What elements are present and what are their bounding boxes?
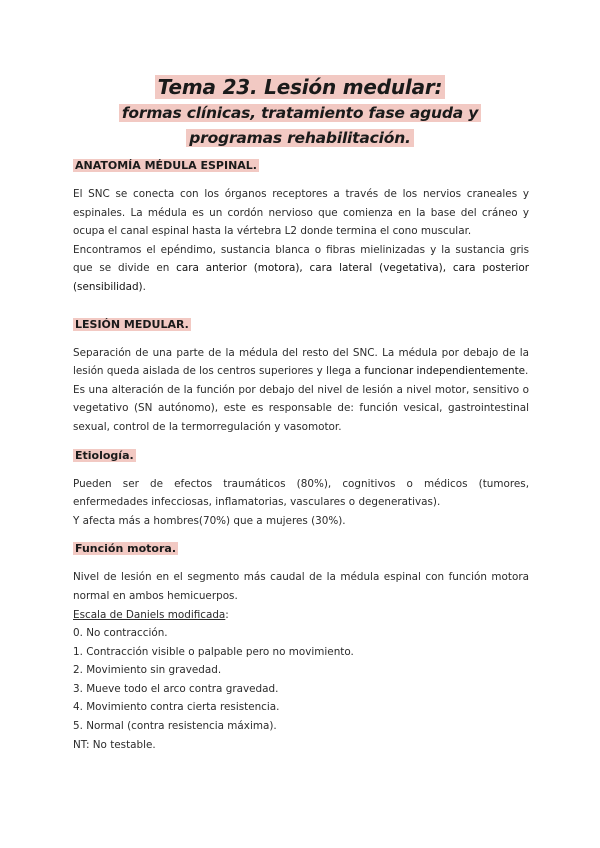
- daniels-scale-list: [73, 624, 529, 754]
- daniels-scale-title: Escala de Daniels modificada:: [73, 608, 229, 621]
- document-body: [73, 156, 529, 754]
- page-subtitle-line-1: formas clínicas, tratamiento fase aguda y: [119, 104, 481, 122]
- page-title: Tema 23. Lesión medular:: [155, 75, 446, 99]
- list-item: 5. Normal (contra resistencia máxima).: [73, 720, 277, 733]
- anatomia-emphasis: cara anterior (motora), cara lateral (vegetativa), cara posterior (sensibilidad): [73, 262, 529, 293]
- list-item: 0. No contracción.: [73, 627, 168, 640]
- list-item: 1. Contracción visible o palpable pero no movimiento.: [73, 645, 354, 658]
- section-heading-anatomia: ANATOMÍA MÉDULA ESPINAL.: [75, 159, 257, 172]
- section-heading-funcion-motora: Función motora.: [75, 542, 176, 556]
- section-heading-etiologia: Etiología.: [75, 448, 134, 462]
- list-item: NT: No testable.: [73, 738, 156, 751]
- list-item: 3. Mueve todo el arco contra gravedad.: [73, 682, 279, 695]
- lesion-paragraph-2: Es una alteración de la función por debajo del nivel de lesión a nivel motor, sensitivo o vegetativo (SN autónomo), este es responsable de: función vesical, gastrointestinal sexual, control de la termorregulación y vasomotor.: [73, 383, 529, 433]
- etiologia-paragraph-1: Pueden ser de efectos traumáticos (80%), cognitivos o médicos (tumores, enfermedades infecciosas, inflamatorias, vasculares o degenerativas).: [73, 477, 529, 509]
- funcion-paragraph-1: Nivel de lesión en el segmento más caudal de la médula espinal con función motora normal en ambos hemicuerpos.: [73, 571, 529, 602]
- etiologia-paragraph-2: Y afecta más a hombres(70%) que a mujeres (30%).: [73, 514, 346, 527]
- list-item: 2. Movimiento sin gravedad.: [73, 664, 222, 677]
- anatomia-paragraph-1: El SNC se conecta con los órganos receptores a través de los nervios craneales y espinales. La médula es un cordón nervioso que comienza en la base del cráneo y ocupa el canal espinal hasta la vértebra L2 donde termina el cono muscular.: [73, 188, 529, 238]
- lesion-emphasis: funcionar independientemente: [364, 365, 526, 378]
- page-subtitle-line-2: programas rehabilitación.: [186, 129, 413, 147]
- list-item: 4. Movimiento contra cierta resistencia.: [73, 701, 280, 714]
- title-block: [0, 74, 600, 150]
- lesion-paragraph-1: Separación de una parte de la médula del resto del SNC. La médula por debajo de la lesión queda aislada de los centros superiores y llega a funcionar independientemente.: [73, 346, 529, 378]
- section-heading-lesion: LESIÓN MEDULAR.: [75, 317, 189, 331]
- anatomia-paragraph-2: Encontramos el epéndimo, sustancia blanca o fibras mielinizadas y la sustancia gris que se divide en cara anterior (motora), cara lateral (vegetativa), cara posterior (sensibilidad).: [73, 243, 529, 293]
